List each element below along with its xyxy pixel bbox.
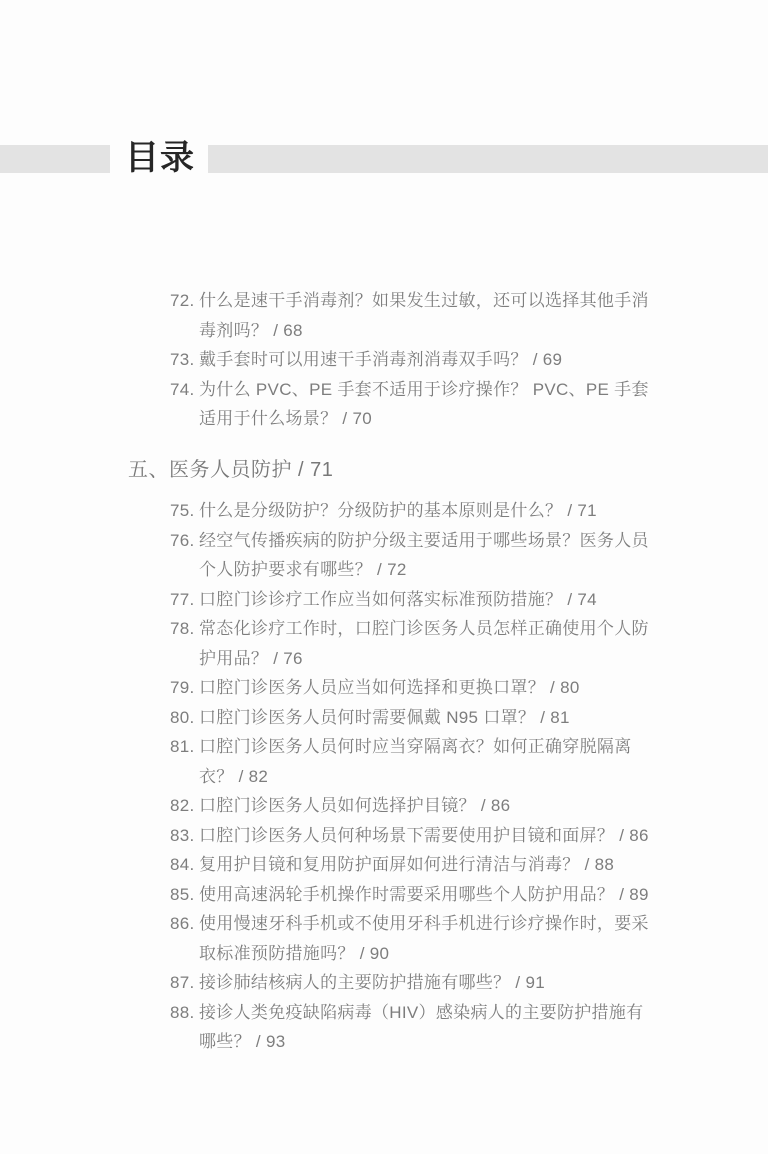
toc-item-text: 为什么 PVC、PE 手套不适用于诊疗操作？ PVC、PE 手套适用于什么场景？ / 70 [199,379,649,428]
toc-item-text: 经空气传播疾病的防护分级主要适用于哪些场景？医务人员个人防护要求有哪些？ / 72 [199,530,649,579]
toc-item-text: 什么是速干手消毒剂？如果发生过敏，还可以选择其他手消毒剂吗？ / 68 [199,291,649,340]
toc-item-number: 74. [170,379,195,399]
toc-item-number: 85. [170,884,195,904]
toc-item [170,614,660,673]
toc-item-text: 什么是分级防护？分级防护的基本原则是什么？ / 71 [199,501,597,520]
toc-item-text: 使用高速涡轮手机操作时需要采用哪些个人防护用品？ / 89 [199,884,649,904]
toc-item [170,375,660,434]
toc-item-text: 使用慢速牙科手机或不使用牙科手机进行诊疗操作时，要采取标准预防措施吗？ / 90 [199,914,649,963]
toc-item-number: 77. [170,589,195,609]
toc-item [170,880,660,910]
toc-item-text: 口腔门诊医务人员如何选择护目镜？ / 86 [199,796,511,815]
toc-item-number: 75. [170,501,195,520]
page-title: 目录 [125,140,195,177]
toc-item-text: 口腔门诊医务人员何时应当穿隔离衣？如何正确穿脱隔离衣？ / 82 [199,737,632,786]
toc-item-text: 口腔门诊诊疗工作应当如何落实标准预防措施？ / 74 [199,589,597,609]
toc-item [170,998,660,1057]
toc-item-text: 接诊人类免疫缺陷病毒（HIV）感染病人的主要防护措施有哪些？ / 93 [199,1002,644,1051]
toc-item-number: 83. [170,825,195,845]
toc-item [170,791,660,821]
toc-item-number: 72. [170,291,195,310]
section-heading: 五、医务人员防护 / 71 [128,459,334,481]
toc-item-number: 82. [170,796,195,815]
toc-item-text: 口腔门诊医务人员应当如何选择和更换口罩？ / 80 [199,678,580,697]
toc-item-number: 86. [170,914,195,933]
toc-item-number: 79. [170,678,195,697]
toc-item-number: 81. [170,737,195,756]
toc-item-text: 口腔门诊医务人员何种场景下需要使用护目镜和面屏？ / 86 [199,825,649,845]
toc-item [170,585,660,615]
toc-item-text: 常态化诊疗工作时，口腔门诊医务人员怎样正确使用个人防护用品？ / 76 [199,619,649,668]
toc-item [170,850,660,880]
toc-list-block2 [170,496,660,1057]
toc-item-text: 复用护目镜和复用防护面屏如何进行清洁与消毒？ / 88 [199,855,615,874]
toc-item-number: 80. [170,707,195,727]
toc-item-number: 87. [170,973,195,992]
toc-item-text: 口腔门诊医务人员何时需要佩戴 N95 口罩？ / 81 [199,707,570,727]
toc-item [170,496,660,526]
toc-item-number: 76. [170,530,195,550]
toc-item [170,703,660,733]
toc-item [170,732,660,791]
toc-item-number: 84. [170,855,195,874]
toc-item [170,821,660,851]
toc-item [170,673,660,703]
toc-list-block1 [170,286,660,434]
toc-item [170,345,660,375]
toc-item [170,968,660,998]
toc-item-number: 88. [170,1002,195,1022]
toc-item-number: 73. [170,350,195,369]
header-bar-left [0,145,110,173]
toc-item [170,909,660,968]
toc-item-number: 78. [170,619,195,638]
header-bar-right [208,145,768,173]
toc-item-text: 戴手套时可以用速干手消毒剂消毒双手吗？ / 69 [199,350,563,369]
toc-header [0,140,768,178]
toc-item [170,286,660,345]
toc-item-text: 接诊肺结核病人的主要防护措施有哪些？ / 91 [199,973,545,992]
toc-item [170,526,660,585]
